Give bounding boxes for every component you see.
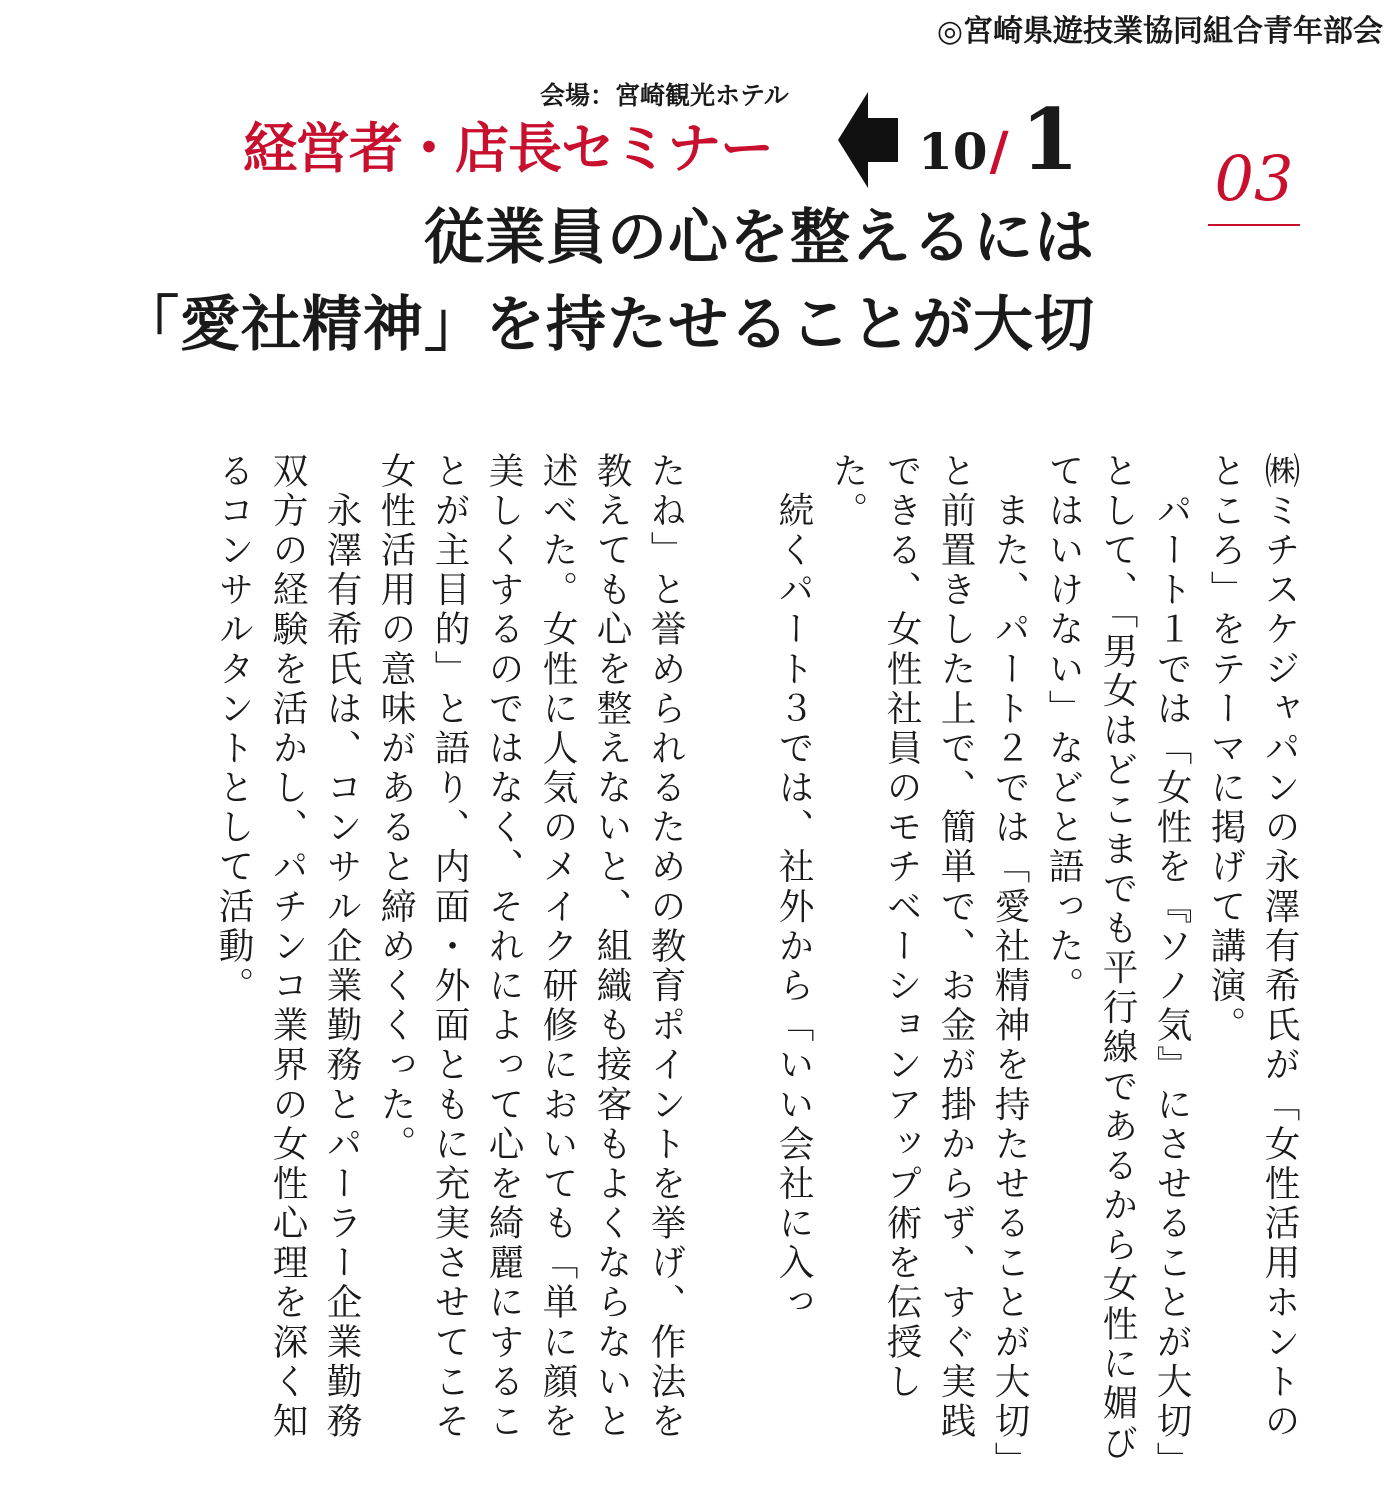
headline-line-2: 「愛社精神」を持たせることが大切 [119,290,1095,360]
date-month: 10 [918,122,988,181]
article-paragraph: また、パート２では「愛社精神を持たせることが大切」と前置きした上で、簡単で、お金が掛からず、すぐ実践できる、女性社員のモチベーションアップ術を伝授した。 [827,452,1030,1464]
article-paragraph: パート１では「女性を『ソノ気』にさせることが大切」として、「男女はどこまでも平行線であるから女性に媚びてはいけない」などと語った。 [1043,452,1192,1464]
issue-badge [1208,142,1300,226]
seminar-title: 経営者・店長セミナー [243,116,773,180]
article-column-upper [766,452,1306,1472]
arrow-left-icon [838,92,898,188]
article-paragraph: ㈱ミチスケジャパンの永澤有希氏が「女性活用ホントのところ」をテーマに掲げて講演。 [1205,452,1300,1442]
article-paragraph: 続くパート３では、社外から「いい会社に入っ [773,452,814,1323]
headline-line-1: 従業員の心を整えるには [424,203,1095,273]
article-paragraph: たね」と誉められるための教育ポイントを挙げ、作法を教えても心を整えないと、組織も接客もよくならないと述べた。女性に人気のメイク研修においても「単に顔を美しくするのではなく、それによって心を綺麗にすることが主目的」と語り、内面・外面ともに充実させてこそ女性活用の意味があると締めくくった。 [375,452,686,1442]
article-column-lower [206,452,692,1472]
date-slash: / [989,121,1009,182]
article-paragraph: 永澤有希氏は、コンサル企業勤務とパーラー企業勤務双方の経験を活かし、パチンコ業界の女性心理を深く知るコンサルタントとして活動。 [213,452,362,1442]
arrow-left-shape [838,92,898,188]
organizer-label: ◎宮崎県遊技業協同組合青年部会 [936,14,1383,49]
event-date [918,90,1079,189]
venue-label: 会場：宮崎観光ホテル [540,81,789,110]
issue-number: 03 [1214,142,1294,215]
issue-underline [1208,224,1300,226]
date-day: 1 [1020,90,1080,189]
